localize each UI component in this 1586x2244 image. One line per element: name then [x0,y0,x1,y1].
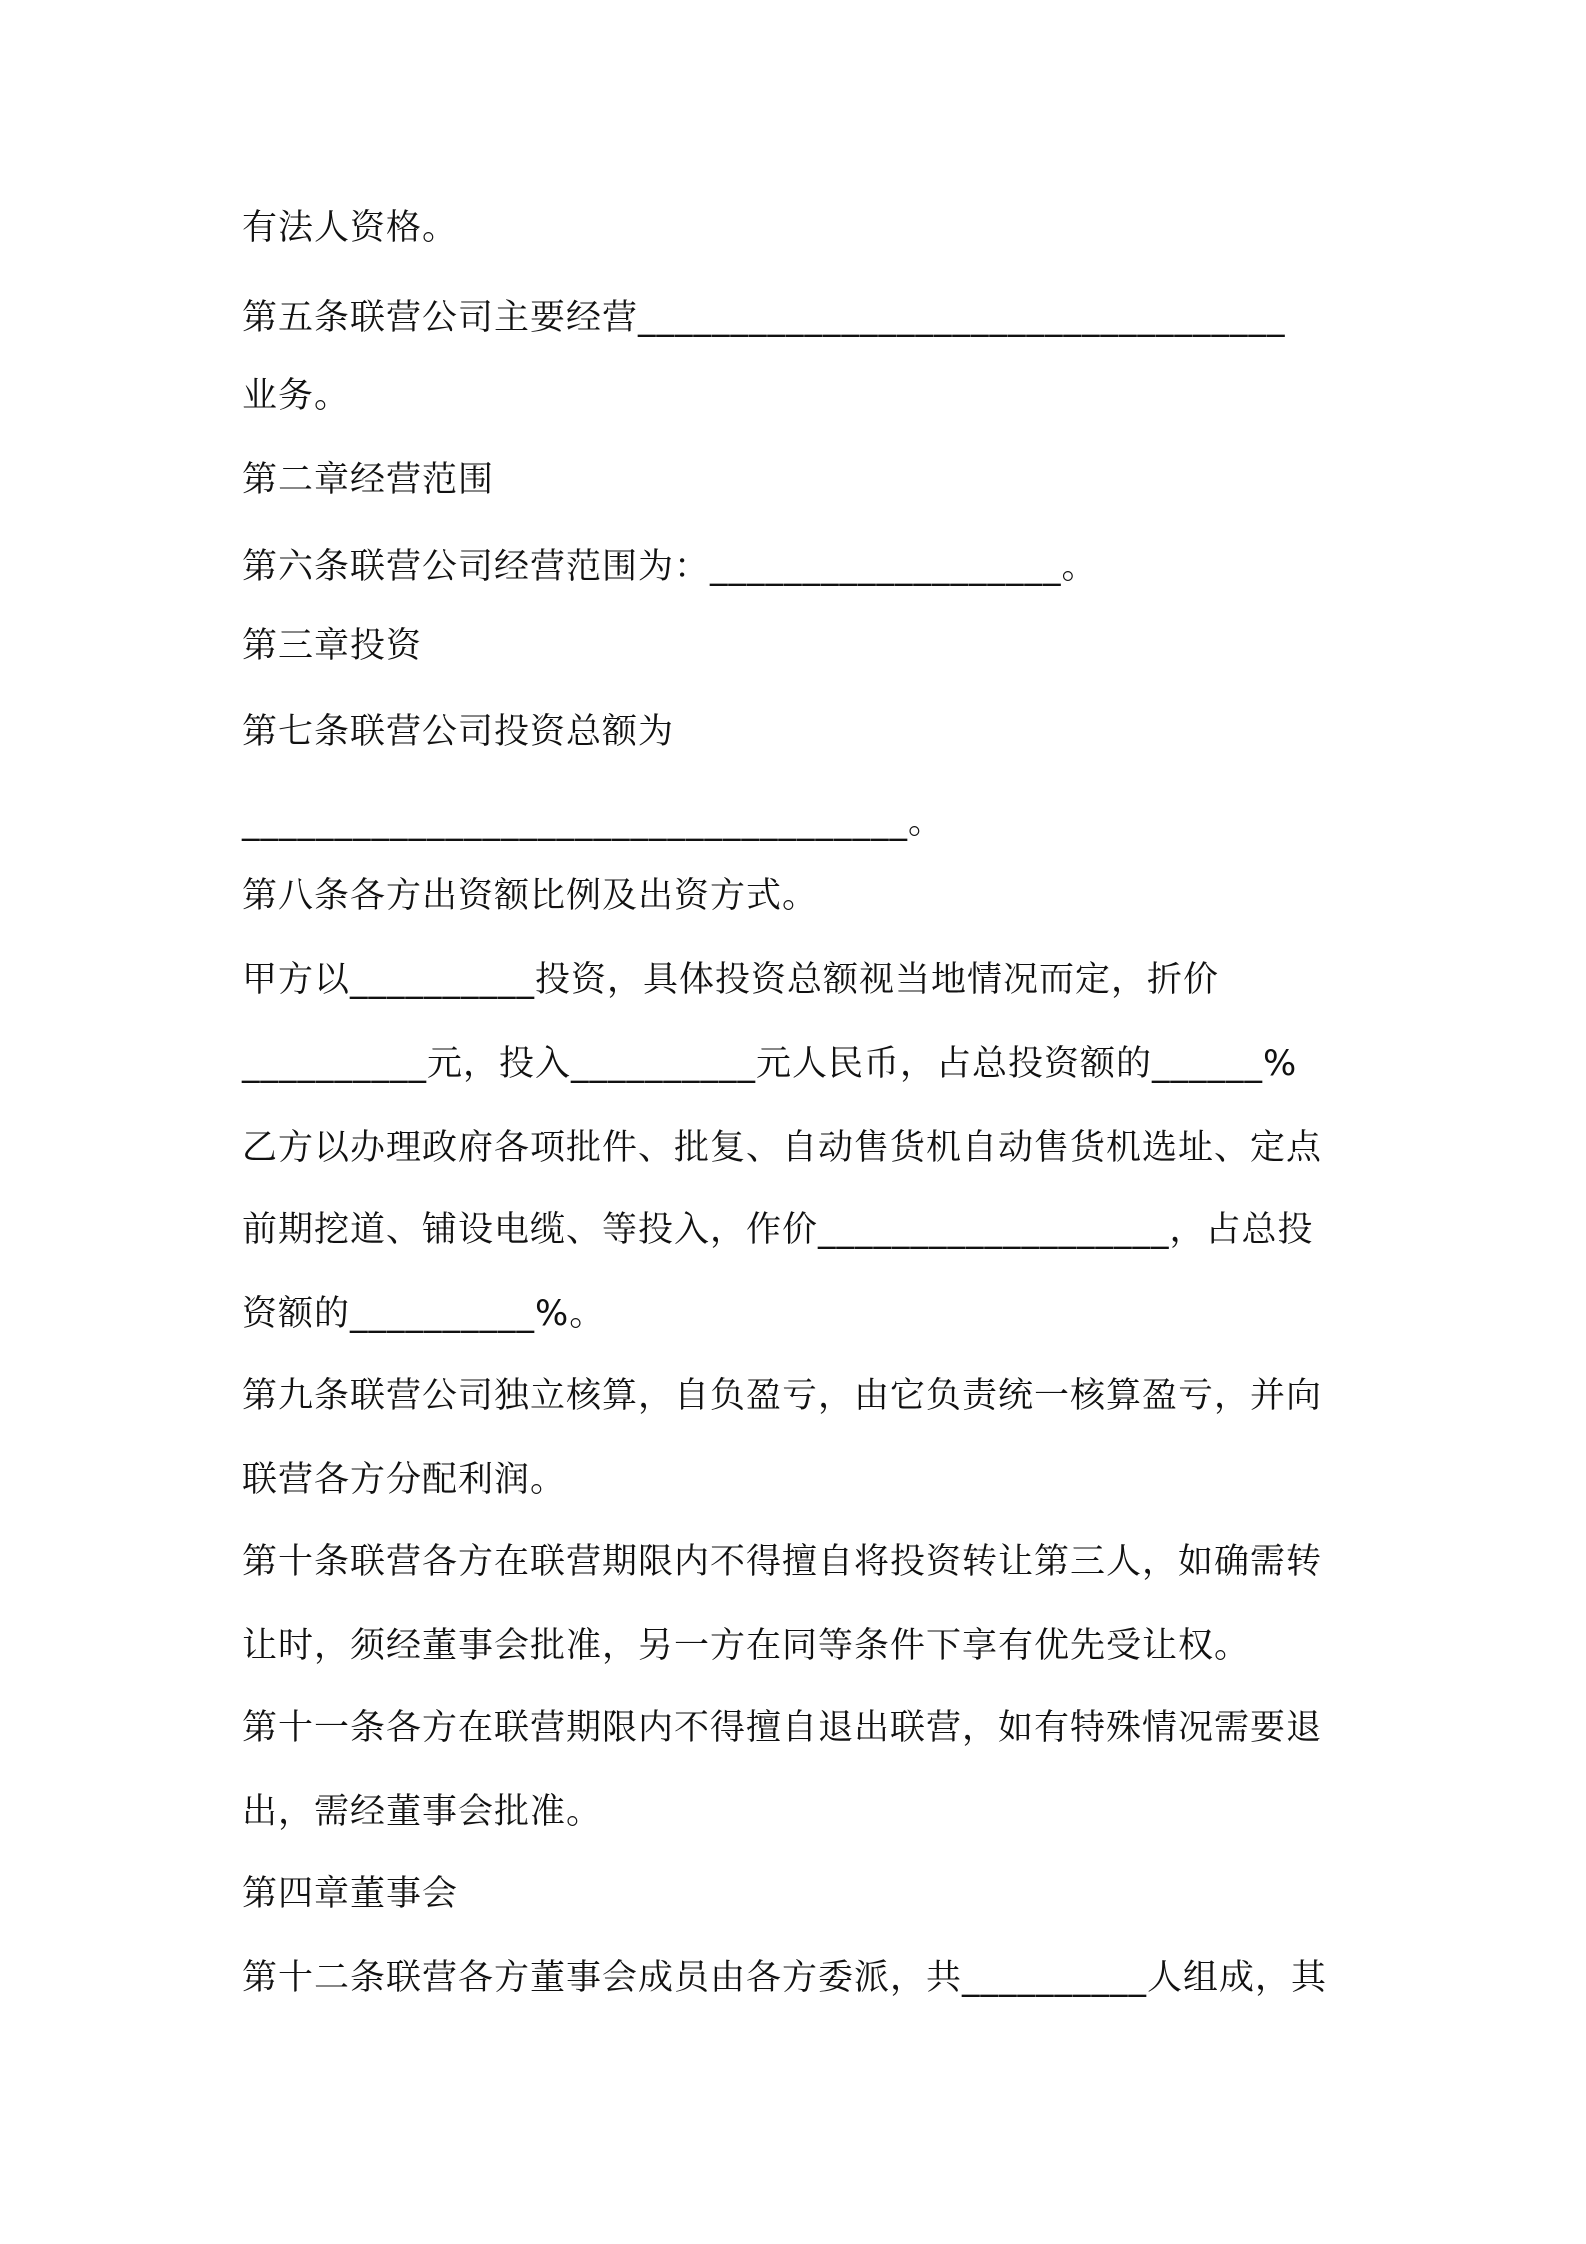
text-line: 乙方以办理政府各项批件、批复、自动售货机自动售货机选址、定点 [242,1128,1323,1168]
text-line: 出，需经董事会批准。 [242,1792,603,1832]
text-line: 让时，须经董事会批准，另一方在同等条件下享有优先受让权。 [242,1626,1251,1666]
text-line: 资额的__________%。 [242,1294,606,1334]
text-line: 第七条联营公司投资总额为 [242,712,675,752]
text-line: ____________________________________。 [242,802,945,842]
text-line: 前期挖道、铺设电缆、等投入，作价___________________，占总投 [242,1210,1314,1250]
text-line: 第十二条联营各方董事会成员由各方委派，共__________人组成，其 [242,1958,1328,1998]
text-line: 联营各方分配利润。 [242,1460,567,1500]
text-line: __________元，投入__________元人民币，占总投资额的______% [242,1044,1298,1084]
text-line: 第十条联营各方在联营期限内不得擅自将投资转让第三人，如确需转 [242,1542,1323,1582]
section-heading: 第二章经营范围 [242,460,495,500]
text-line: 第十一条各方在联营期限内不得擅自退出联营，如有特殊情况需要退 [242,1708,1323,1748]
text-line: 第八条各方出资额比例及出资方式。 [242,876,819,916]
text-line: 第九条联营公司独立核算，自负盈亏，由它负责统一核算盈亏，并向 [242,1376,1323,1416]
text-line: 业务。 [242,376,351,416]
text-line: 第六条联营公司经营范围为：___________________。 [242,547,1098,587]
text-line: 第五条联营公司主要经营___________________________________ [242,298,1286,338]
section-heading: 第四章董事会 [242,1874,459,1914]
text-line: 有法人资格。 [242,208,459,248]
section-heading: 第三章投资 [242,626,423,666]
text-line: 甲方以__________投资，具体投资总额视当地情况而定，折价 [242,960,1220,1000]
